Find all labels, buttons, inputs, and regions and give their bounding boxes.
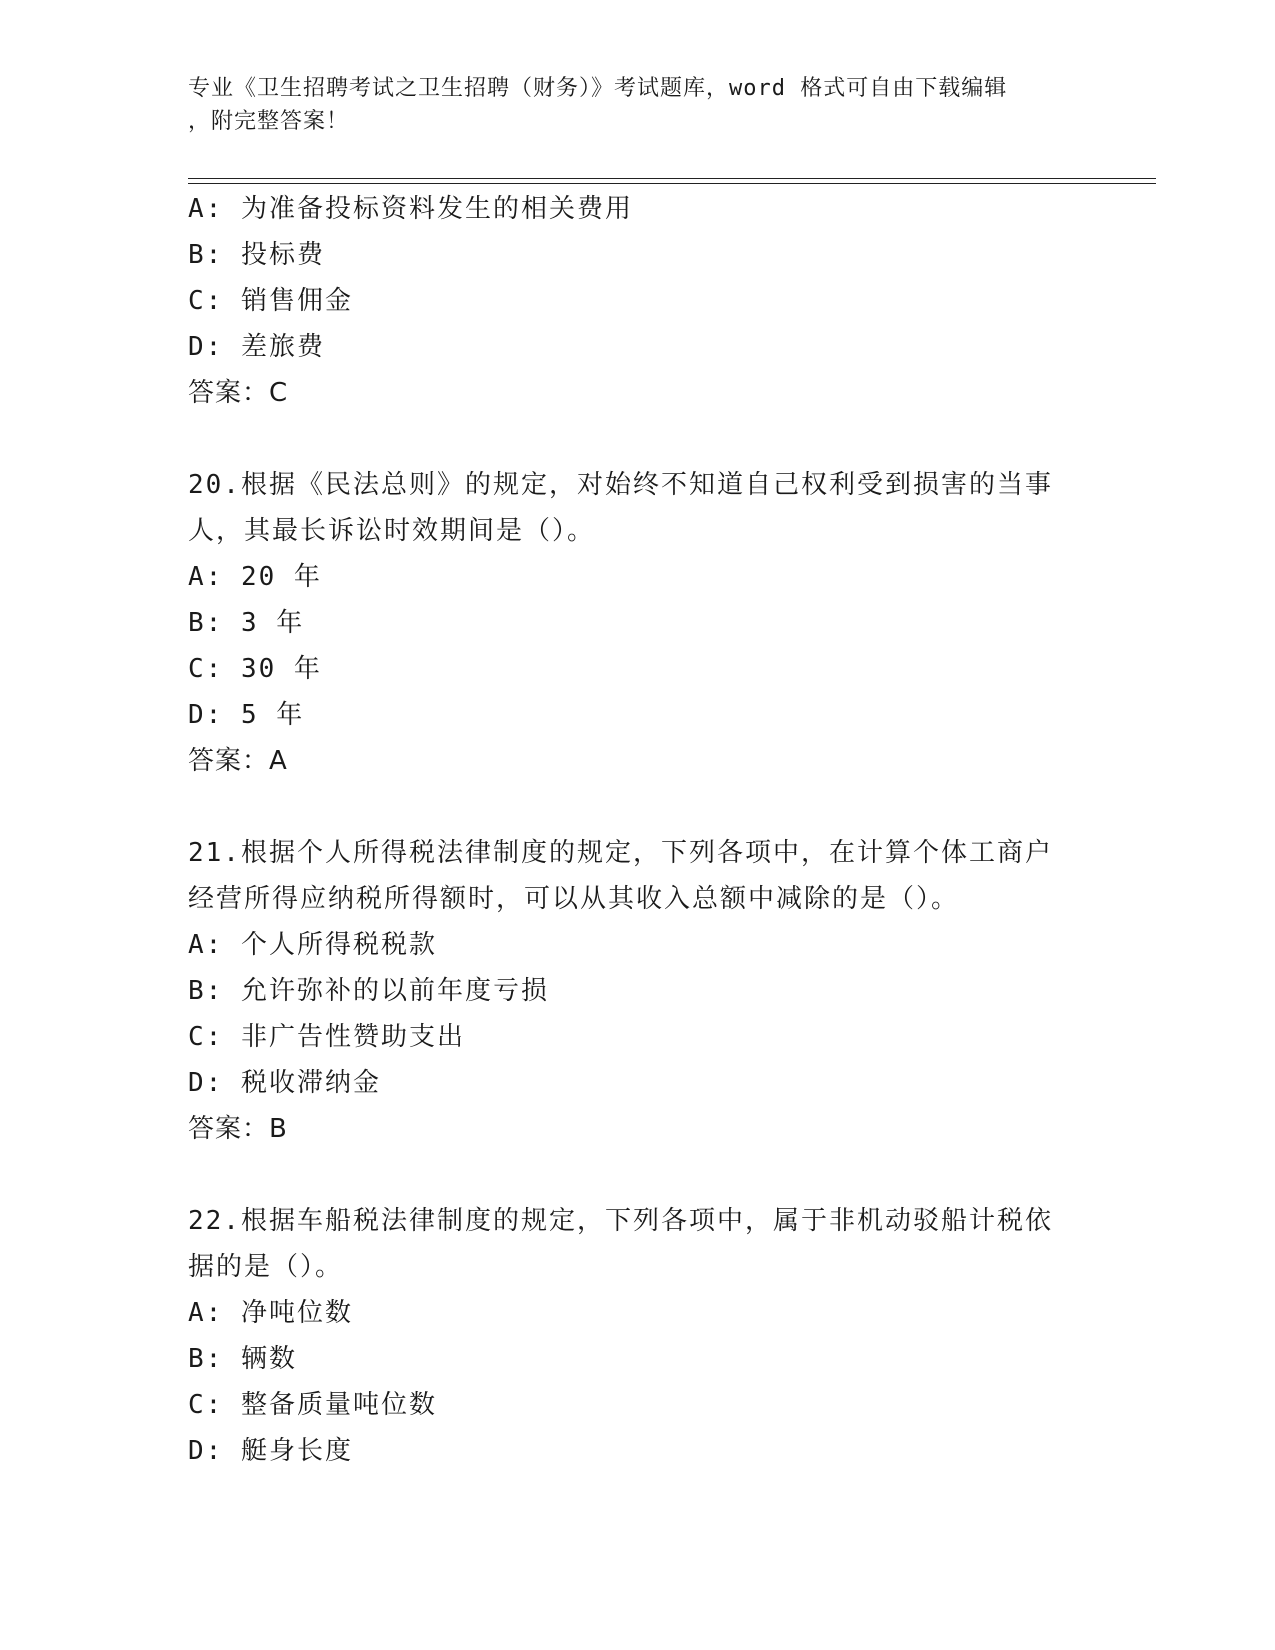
option-c: C: 整备质量吨位数: [188, 1390, 437, 1420]
option-c: C: 销售佣金: [188, 286, 353, 316]
option-a: A: 个人所得税税款: [188, 930, 437, 960]
question-stem-line-2: 人，其最长诉讼时效期间是（）。: [188, 516, 596, 546]
question-stem-line-1: 21.根据个人所得税法律制度的规定，下列各项中，在计算个体工商户: [188, 838, 1053, 868]
option-d: D: 艇身长度: [188, 1436, 353, 1466]
option-a: A: 净吨位数: [188, 1298, 353, 1328]
option-b: B: 3 年: [188, 608, 305, 638]
question-20: [188, 462, 1088, 784]
option-a: A: 为准备投标资料发生的相关费用: [188, 194, 633, 224]
option-a: A: 20 年: [188, 562, 322, 592]
question-21: [188, 830, 1088, 1152]
header-divider-bottom: [188, 183, 1156, 184]
question-stem-line-1: 20.根据《民法总则》的规定，对始终不知道自己权利受到损害的当事: [188, 470, 1053, 500]
option-c: C: 30 年: [188, 654, 322, 684]
header-divider-top: [188, 178, 1156, 179]
option-d: D: 5 年: [188, 700, 305, 730]
option-c: C: 非广告性赞助支出: [188, 1022, 465, 1052]
document-header: [188, 72, 1068, 138]
header-line-2: ，附完整答案！: [188, 109, 350, 134]
header-line-1: 专业《卫生招聘考试之卫生招聘（财务）》考试题库，word 格式可自由下载编辑: [188, 76, 1008, 101]
question-stem-line-2: 经营所得应纳税所得额时，可以从其收入总额中减除的是（）。: [188, 884, 960, 914]
question-stem-line-1: 22.根据车船税法律制度的规定，下列各项中，属于非机动驳船计税依: [188, 1206, 1053, 1236]
option-d: D: 税收滞纳金: [188, 1068, 381, 1098]
option-b: B: 辆数: [188, 1344, 297, 1374]
option-b: B: 投标费: [188, 240, 325, 270]
option-d: D: 差旅费: [188, 332, 325, 362]
question-stem-line-2: 据的是（）。: [188, 1252, 344, 1282]
answer: 答案：A: [188, 746, 288, 776]
question-22: [188, 1198, 1088, 1474]
answer: 答案：B: [188, 1114, 288, 1144]
option-b: B: 允许弥补的以前年度亏损: [188, 976, 549, 1006]
answer: 答案：C: [188, 378, 289, 408]
question-19: [188, 186, 1088, 416]
question-list: [188, 186, 1088, 1474]
